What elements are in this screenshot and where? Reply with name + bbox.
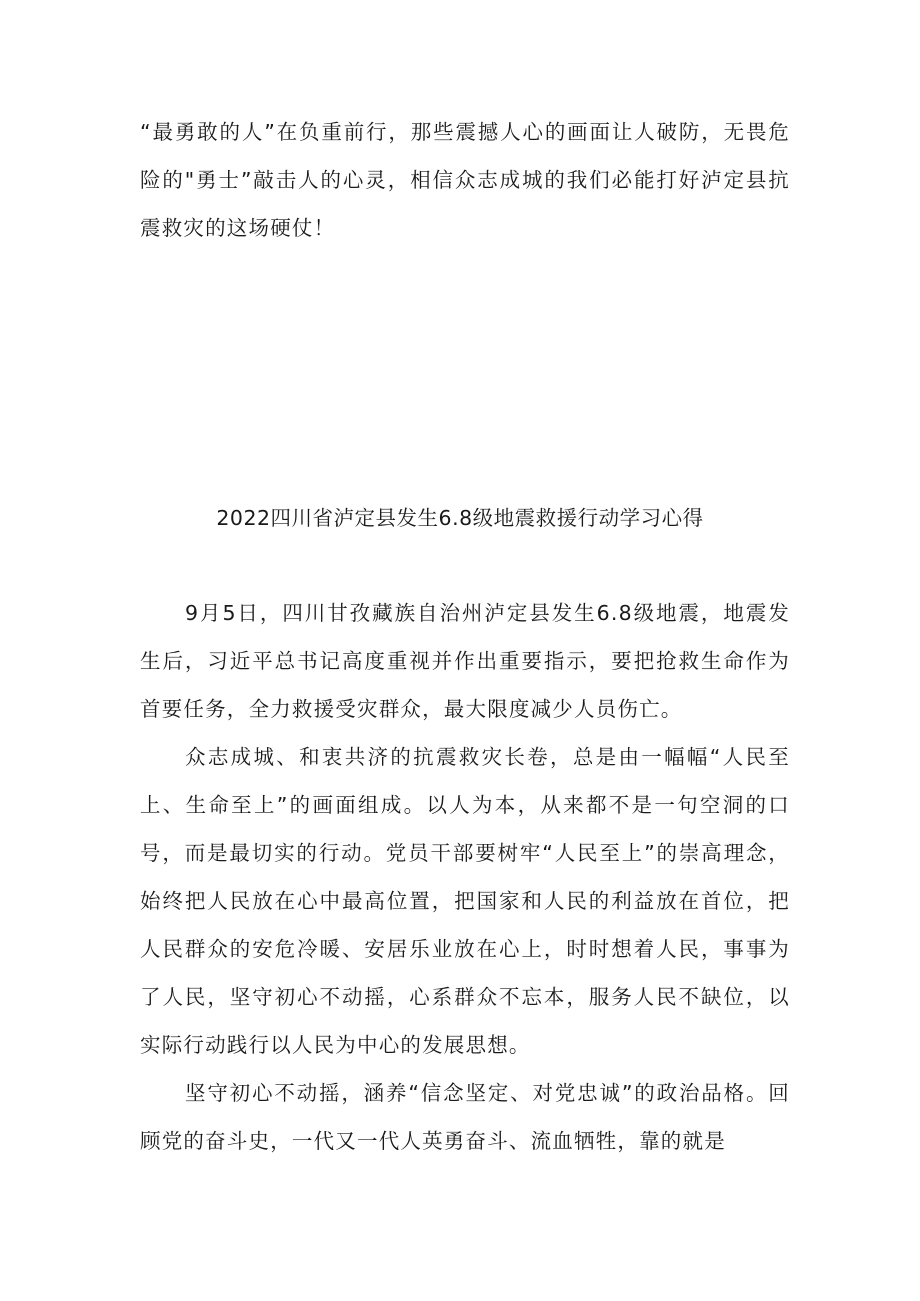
body-paragraph-1: 9月5日，四川甘孜藏族自治州泸定县发生6.8级地震，地震发生后，习近平总书记高度重视并作出重要指示，要把抢救生命作为首要任务，全力救援受灾群众，最大限度减少人员伤亡。	[140, 601, 790, 721]
document-title: 2022四川省泸定县发生6.8级地震救援行动学习心得	[216, 506, 704, 530]
intro-paragraph: “最勇敢的人”在负重前行，那些震撼人心的画面让人破防，无畏危险的"勇士”敲击人的心灵，相信众志成城的我们必能打好泸定县抗震救灾的这场硬仗！	[140, 120, 790, 240]
body-paragraph-3: 坚守初心不动摇，涵养“信念坚定、对党忠诚”的政治品格。回顾党的奋斗史，一代又一代人英勇奋斗、流血牺牲，靠的就是	[140, 1081, 790, 1153]
body-paragraph-2: 众志成城、和衷共济的抗震救灾长卷，总是由一幅幅“人民至上、生命至上”的画面组成。以人为本，从来都不是一句空洞的口号，而是最切实的行动。党员干部要树牢“人民至上”的崇高理念，始终把人民放在心中最高位置，把国家和人民的利益放在首位，把人民群众的安危冷暖、安居乐业放在心上，时时想着人民，事事为了人民，坚守初心不动摇，心系群众不忘本，服务人民不缺位，以实际行动践行以人民为中心的发展思想。	[140, 745, 790, 1057]
